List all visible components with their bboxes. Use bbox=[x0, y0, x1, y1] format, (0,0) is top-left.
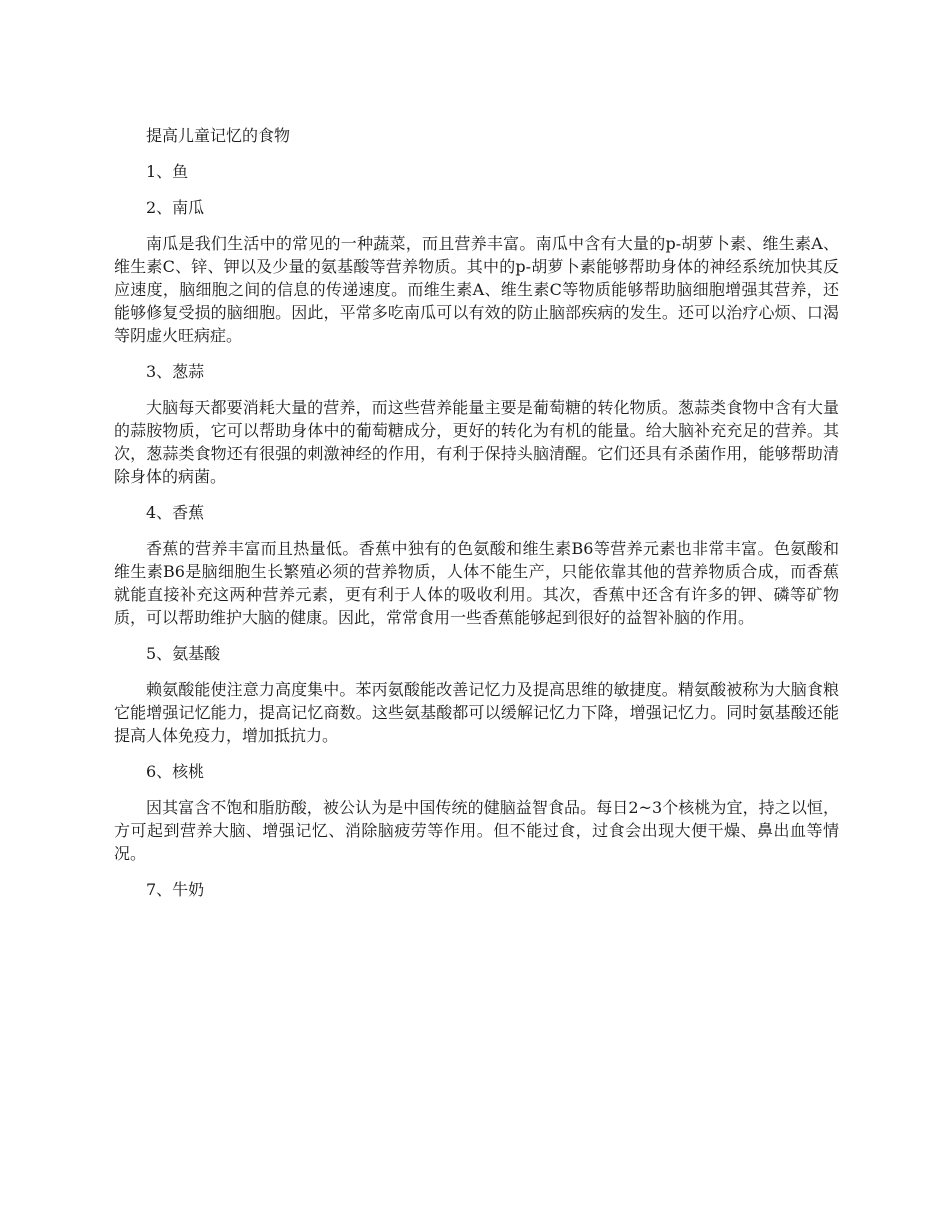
section-body-amino-acid: 赖氨酸能使注意力高度集中。苯丙氨酸能改善记忆力及提高思维的敏捷度。精氨酸被称为大脑食粮它能增强记忆能力，提高记忆商数。这些氨基酸都可以缓解记忆力下降，增强记忆力。同时氨基酸还能提高人体免疫力，增加抵抗力。 bbox=[114, 680, 839, 745]
document-title: 提高儿童记忆的食物 bbox=[146, 126, 291, 145]
section-heading-onion-garlic: 3、葱蒜 bbox=[146, 362, 205, 381]
section-heading-amino-acid: 5、氨基酸 bbox=[146, 644, 221, 663]
section-heading-milk: 7、牛奶 bbox=[146, 880, 205, 899]
section-heading-pumpkin: 2、南瓜 bbox=[146, 198, 205, 217]
section-body-banana: 香蕉的营养丰富而且热量低。香蕉中独有的色氨酸和维生素B6等营养元素也非常丰富。色氨酸和维生素B6是脑细胞生长繁殖必须的营养物质，人体不能生产，只能依靠其他的营养物质合成，而香蕉就能直接补充这两种营养元素，更有利于人体的吸收利用。其次，香蕉中还含有许多的钾、磷等矿物质，可以帮助维护大脑的健康。因此，常常食用一些香蕉能够起到很好的益智补脑的作用。 bbox=[114, 539, 839, 627]
section-body-walnut: 因其富含不饱和脂肪酸，被公认为是中国传统的健脑益智食品。每日2~3个核桃为宜，持之以恒，方可起到营养大脑、增强记忆、消除脑疲劳等作用。但不能过食，过食会出现大便干燥、鼻出血等情况。 bbox=[114, 798, 839, 863]
document-body bbox=[114, 124, 839, 914]
section-body-onion-garlic: 大脑每天都要消耗大量的营养，而这些营养能量主要是葡萄糖的转化物质。葱蒜类食物中含有大量的蒜胺物质，它可以帮助身体中的葡萄糖成分，更好的转化为有机的能量。给大脑补充充足的营养。其次，葱蒜类食物还有很强的刺激神经的作用，有利于保持头脑清醒。它们还具有杀菌作用，能够帮助清除身体的病菌。 bbox=[114, 398, 839, 486]
section-heading-walnut: 6、核桃 bbox=[146, 762, 205, 781]
section-heading-fish: 1、鱼 bbox=[146, 162, 189, 181]
section-body-pumpkin: 南瓜是我们生活中的常见的一种蔬菜，而且营养丰富。南瓜中含有大量的p-胡萝卜素、维生素A、维生素C、锌、钾以及少量的氨基酸等营养物质。其中的p-胡萝卜素能够帮助身体的神经系统加快其反应速度，脑细胞之间的信息的传递速度。而维生素A、维生素C等物质能够帮助脑细胞增强其营养，还能够修复受损的脑细胞。因此，平常多吃南瓜可以有效的防止脑部疾病的发生。还可以治疗心烦、口渴等阴虚火旺病症。 bbox=[114, 234, 839, 345]
section-heading-banana: 4、香蕉 bbox=[146, 503, 205, 522]
